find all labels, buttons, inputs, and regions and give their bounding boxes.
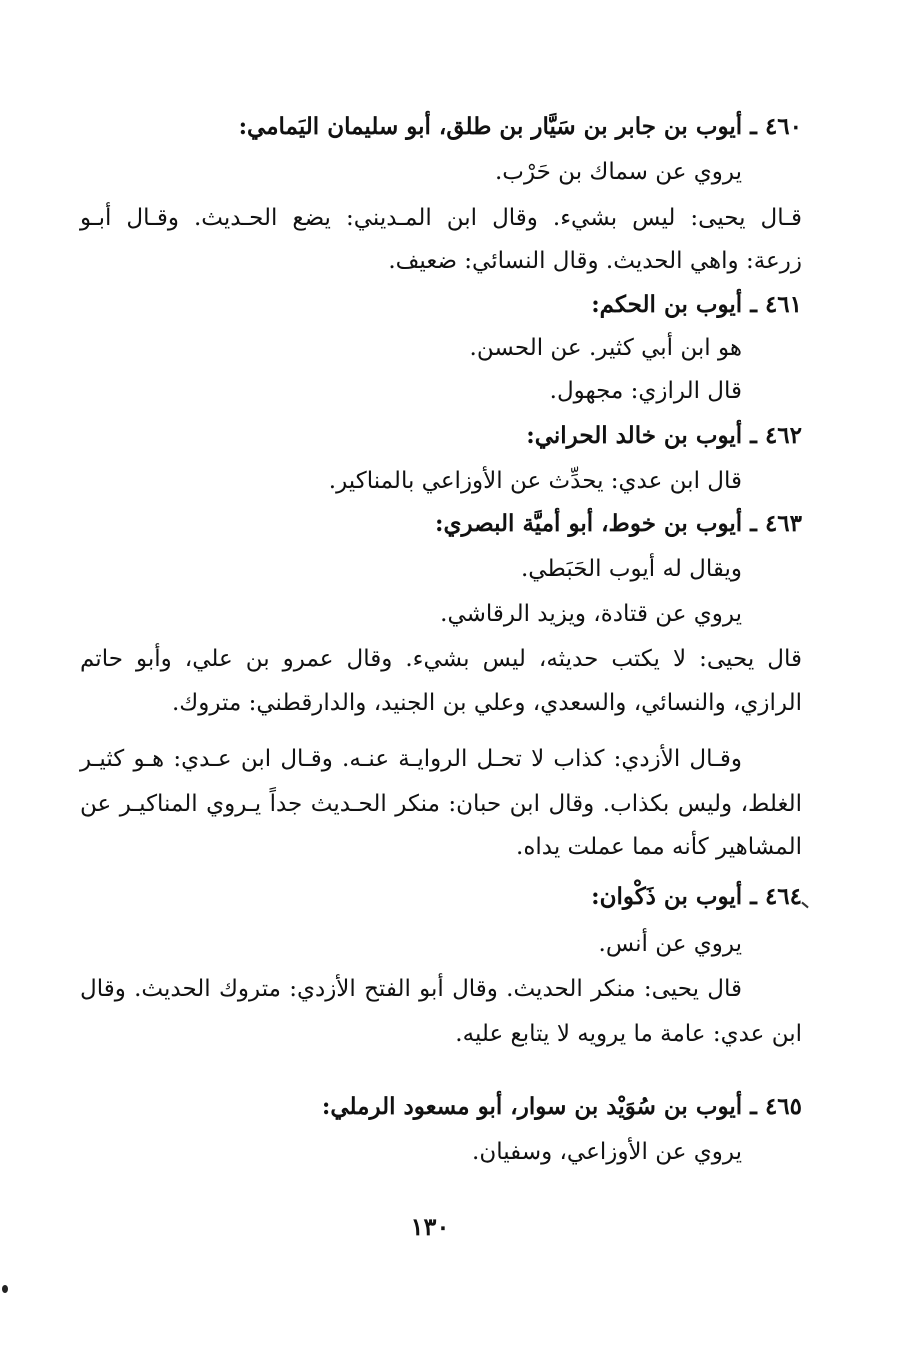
entry-text: يروي عن الأوزاعي، وسفيان. bbox=[472, 1139, 742, 1165]
entry-text: وقـال الأزدي: كذاب لا تحـل الروايـة عنـه. وقـال ابن عـدي: هـو كثيـر bbox=[80, 746, 742, 772]
entry-heading: ٤٦٤ ـ أيوب بن ذَكْوان: bbox=[591, 883, 802, 910]
entry-text: قال الرازي: مجهول. bbox=[549, 378, 742, 404]
entry-text: يروي عن قتادة، ويزيد الرقاشي. bbox=[440, 601, 742, 627]
entry-heading: ٤٦٥ ـ أيوب بن سُوَيْد بن سوار، أبو مسعود الرملي: bbox=[321, 1093, 802, 1120]
entry-text: ابن عدي: عامة ما يرويه لا يتابع عليه. bbox=[455, 1021, 802, 1047]
entry-text: قال يحيى: منكر الحديث. وقال أبو الفتح الأزدي: متروك الحديث. وقال bbox=[80, 976, 742, 1002]
page-number: ١٣٠ bbox=[410, 1212, 450, 1241]
entry-text: قـال يحيى: ليس بشيء. وقال ابن المـديني: يضع الحـديث. وقـال أبـو bbox=[80, 205, 802, 231]
entry-heading: ٤٦٢ ـ أيوب بن خالد الحراني: bbox=[526, 422, 802, 449]
entry-text: الغلط، وليس بكذاب. وقال ابن حبان: منكر الحـديث جداً يـروي المناكيـر عن bbox=[80, 791, 802, 817]
entry-text: يروي عن سماك بن حَرْب. bbox=[495, 159, 742, 185]
scan-mark bbox=[801, 902, 808, 909]
entry-text: ويقال له أيوب الحَبَطي. bbox=[521, 556, 742, 582]
scan-speck bbox=[2, 1285, 8, 1293]
entry-heading: ٤٦١ ـ أيوب بن الحكم: bbox=[591, 291, 802, 318]
entry-text: المشاهير كأنه مما عملت يداه. bbox=[516, 834, 802, 860]
entry-text: الرازي، والنسائي، والسعدي، وعلي بن الجنيد، والدارقطني: متروك. bbox=[171, 690, 802, 716]
entry-heading: ٤٦٠ ـ أيوب بن جابر بن سَيَّار بن طلق، أبو سليمان اليَمامي: bbox=[238, 113, 802, 140]
entry-text: زرعة: واهي الحديث. وقال النسائي: ضعيف. bbox=[388, 248, 802, 274]
entry-heading: ٤٦٣ ـ أيوب بن خوط، أبو أميَّة البصري: bbox=[434, 510, 802, 537]
entry-text: يروي عن أنس. bbox=[598, 931, 742, 957]
entry-text: قال ابن عدي: يحدِّث عن الأوزاعي بالمناكير. bbox=[328, 468, 742, 494]
entry-text: هو ابن أبي كثير. عن الحسن. bbox=[469, 335, 742, 361]
entry-text: قال يحيى: لا يكتب حديثه، ليس بشيء. وقال عمرو بن علي، وأبو حاتم bbox=[80, 646, 802, 672]
